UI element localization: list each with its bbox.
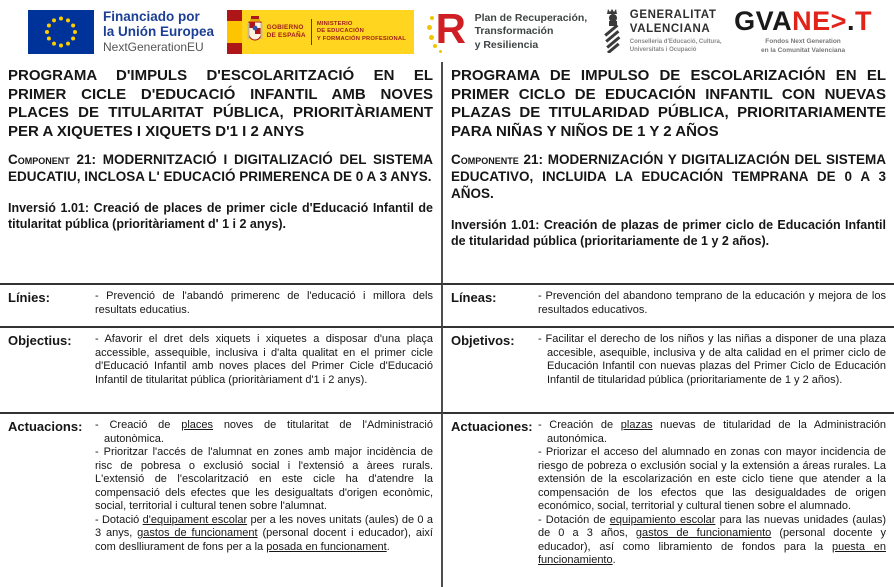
spanish-lines-row bbox=[443, 283, 894, 326]
spanish-objectives-content bbox=[538, 333, 886, 387]
text-segment: . bbox=[386, 540, 390, 553]
content-paragraph bbox=[95, 290, 433, 317]
generalitat-name-line2: VALENCIANA bbox=[629, 22, 711, 35]
gvanext-angle-glyph: > bbox=[830, 6, 847, 37]
valencian-actions-label: Actuacions: bbox=[8, 419, 83, 434]
valencian-component-label: Component bbox=[8, 152, 70, 168]
eu-funding-logo bbox=[28, 9, 214, 55]
eu-funded-line1: Financiado por bbox=[103, 9, 200, 25]
conselleria-text bbox=[630, 39, 722, 55]
content-paragraph bbox=[538, 333, 886, 387]
underlined-text: plazas bbox=[620, 419, 653, 431]
valencian-inversion-heading: Inversió 1.01: Creació de places de primer cicle d'Educació Infantil de titularitat pública (prioritàriament d' 1 i 2 anys). bbox=[8, 201, 433, 231]
valencian-header-cell bbox=[0, 62, 443, 283]
content-paragraph bbox=[538, 446, 886, 514]
text-segment: (personal docente y educador), así como libramiento de fondos para la bbox=[538, 527, 887, 553]
text-segment: - Dotación de bbox=[538, 513, 610, 526]
text-segment: - Creació de bbox=[95, 419, 182, 431]
gvanext-gva-part: GVA bbox=[734, 6, 793, 37]
gobierno-logo-box bbox=[227, 10, 414, 54]
valencian-objectives-content bbox=[95, 333, 433, 387]
prtr-line3: y Resiliencia bbox=[474, 38, 539, 51]
valencian-actions-row bbox=[0, 412, 443, 587]
valencian-actions-content bbox=[95, 419, 433, 554]
spain-flag-icon bbox=[227, 10, 242, 54]
spanish-objectives-row bbox=[443, 326, 894, 412]
gvanext-subtext bbox=[761, 38, 845, 56]
underlined-text: d'equipament escolar bbox=[142, 513, 248, 526]
prtr-line2: Transformación bbox=[474, 25, 554, 38]
valencian-lines-row bbox=[0, 283, 443, 326]
ministerio-line2: DE EDUCACIÓN bbox=[316, 28, 364, 35]
text-segment: . bbox=[612, 554, 616, 566]
text-segment: - Prevenció de l'abandó primerenc de l'educació i millora dels resultats educatius. bbox=[95, 290, 433, 316]
text-segment: - Priorizar el acceso del alumnado en zonas con mayor incidencia de riesgo de pobreza o exclusión social y la extensión a áreas rurales. La extensión de la escolarización en este ciclo tiene que atender a la compensación de los efectos que las desigualdades de origen económico, social, territorial y cultural tienen sobre el alumnado. bbox=[538, 446, 886, 512]
text-segment: - Prevención del abandono temprano de la educación y mejora de los resultados educativos. bbox=[538, 290, 886, 316]
content-paragraph bbox=[538, 514, 886, 568]
ministerio-text bbox=[317, 21, 406, 44]
valencian-objectives-row bbox=[0, 326, 443, 412]
spanish-actions-label: Actuaciones: bbox=[451, 419, 533, 434]
text-segment: - Creación de bbox=[538, 419, 621, 431]
content-paragraph bbox=[538, 419, 886, 446]
generalitat-valenciana-logo bbox=[600, 7, 722, 58]
conselleria-line1: Conselleria d'Educació, Cultura, bbox=[629, 38, 722, 45]
underlined-text: puesta en funcionamiento bbox=[538, 540, 886, 566]
ministerio-line1: MINISTERIO bbox=[316, 20, 353, 27]
generalitat-emblem-icon bbox=[600, 7, 624, 58]
spanish-component-text: 21: MODERNIZACIÓN Y DIGITALIZACIÓN DEL SISTEMA EDUCATIVO, INCLUIDA LA EDUCACIÓN TEMPRANA DE 0 A 3 AÑOS. bbox=[451, 152, 886, 202]
text-segment: per a les noves unitats (aules) de 0 a 3 anys, bbox=[95, 513, 433, 539]
logo-bar bbox=[0, 0, 894, 62]
spanish-actions-content bbox=[538, 419, 886, 568]
content-paragraph bbox=[95, 333, 433, 387]
spanish-component-label: Componente bbox=[451, 152, 519, 168]
eu-funding-text bbox=[103, 9, 214, 55]
spanish-lines-content bbox=[538, 290, 886, 317]
valencian-objectives-label: Objectius: bbox=[8, 333, 72, 348]
spanish-component-heading bbox=[451, 151, 886, 202]
content-paragraph bbox=[95, 419, 433, 446]
ministerio-line3: Y FORMACIÓN PROFESIONAL bbox=[316, 35, 407, 42]
spanish-objectives-label: Objetivos: bbox=[451, 333, 515, 348]
text-segment: noves de titularitat de l'Administració autonòmica. bbox=[104, 419, 433, 445]
prtr-line1: Plan de Recuperación, bbox=[474, 12, 588, 25]
valencian-lines-label: Línies: bbox=[8, 290, 50, 305]
content-paragraph bbox=[95, 446, 433, 514]
underlined-text: gastos de funcionament bbox=[137, 527, 258, 539]
gvanext-wordmark bbox=[734, 8, 872, 35]
prtr-r-icon bbox=[427, 5, 471, 56]
text-segment: - Prioritzar l'accés de l'alumnat en zones amb major incidència de risc de pobresa o exclusió social i l'extensió a àrees rurals. L'extensió de l'escolarització en este cicle ha d'atendre la compensació dels efectes que les desigualtats d'origen econòmic, social, territorial i cultural tenen sobre l'alumnat. bbox=[95, 446, 433, 512]
valencian-lines-content bbox=[95, 290, 433, 317]
gobierno-line2: DE ESPAÑA bbox=[266, 32, 306, 39]
text-segment: nuevas de titularidad de la Administración autonómica. bbox=[547, 419, 886, 445]
eu-nextgeneration-label: NextGenerationEU bbox=[103, 40, 204, 55]
eu-funded-line2: la Unión Europea bbox=[103, 24, 215, 40]
gvanext-dot-glyph: . bbox=[846, 6, 855, 37]
prtr-logo bbox=[427, 5, 588, 56]
spanish-header-cell bbox=[443, 62, 894, 283]
text-segment: (personal docent i educador), així com deslliurament de fons per a la bbox=[95, 527, 433, 553]
generalitat-text-block bbox=[630, 9, 722, 54]
gvanext-logo bbox=[734, 8, 872, 56]
bilingual-document-table bbox=[0, 62, 894, 587]
content-paragraph bbox=[538, 290, 886, 317]
spanish-inversion-heading: Inversión 1.01: Creación de plazas de primer ciclo de Educación Infantil de titularidad pública (prioritariamente de 1 y 2 años). bbox=[451, 218, 886, 248]
spanish-actions-row bbox=[443, 412, 894, 587]
text-segment: - Afavorir el dret dels xiquets i xiquetes a disposar d'una plaça accessible, assequible, inclusiva i d'alta qualitat en el primer cicle d'Educació Infantil amb noves places del Primer Cicle d'Educació Infantil de titularitat pública (prioritàriament d'1 i 2 anys). bbox=[95, 333, 433, 386]
valencian-component-heading bbox=[8, 151, 433, 185]
valencian-program-title: PROGRAMA D'IMPULS D'ESCOLARITZACIÓ EN EL PRIMER CICLE D'EDUCACIÓ INFANTIL AMB NOVES PLACES DE TITULARITAT PÚBLICA, PRIORITÀRIAMENT PER A XIQUETES I XIQUETS D'1 I 2 ANYS bbox=[8, 67, 433, 140]
gobierno-line1: GOBIERNO bbox=[266, 23, 304, 31]
underlined-text: posada en funcionament bbox=[266, 540, 387, 553]
prtr-text bbox=[475, 12, 588, 51]
prtr-r-letter: R bbox=[435, 5, 466, 52]
conselleria-line2: Universitats i Ocupació bbox=[629, 46, 697, 53]
spanish-program-title: PROGRAMA DE IMPULSO DE ESCOLARIZACIÓN EN EL PRIMER CICLO DE EDUCACIÓN INFANTIL CON NUEVAS PLAZAS DE TITULARIDAD PÚBLICA, PRIORITARIAMENTE PARA NIÑAS Y NIÑOS DE 1 Y 2 AÑOS bbox=[451, 67, 886, 140]
gvanext-ne-part: NE bbox=[792, 6, 831, 37]
gvanext-sub-line2: en la Comunitat Valenciana bbox=[760, 47, 846, 54]
spain-coat-of-arms-icon bbox=[247, 15, 263, 50]
text-segment: - Facilitar el derecho de los niños y las niñas a disponer de una plaza accesible, asequible, inclusiva y de alta calidad en el primer ciclo de Educación Infantil con nuevas plazas del Primer Ciclo de Educación Infantil de titularidad pública (prioritariamente de 1 y 2 años). bbox=[538, 333, 886, 386]
text-segment: para las nuevas unidades (aulas) de 0 a 3 años, bbox=[538, 513, 886, 539]
gobierno-espana-logo bbox=[227, 10, 414, 54]
underlined-text: gastos de funcionamiento bbox=[635, 527, 772, 539]
gobierno-text bbox=[267, 24, 306, 40]
underlined-text: places bbox=[181, 419, 214, 431]
generalitat-name-line1: GENERALITAT bbox=[629, 9, 717, 22]
gobierno-divider bbox=[311, 19, 312, 45]
text-segment: - Dotació bbox=[95, 513, 143, 526]
eu-flag-icon bbox=[28, 10, 94, 54]
gvanext-t-part: T bbox=[854, 6, 872, 37]
gvanext-sub-line1: Fondos Next Generation bbox=[765, 38, 841, 46]
underlined-text: equipamiento escolar bbox=[609, 513, 716, 526]
content-paragraph bbox=[95, 514, 433, 555]
valencian-component-text: 21: MODERNITZACIÓ I DIGITALIZACIÓ DEL SISTEMA EDUCATIU, INCLOSA L' EDUCACIÓ PRIMERENCA DE 0 A 3 ANYS. bbox=[8, 152, 433, 185]
spanish-lines-label: Líneas: bbox=[451, 290, 497, 305]
